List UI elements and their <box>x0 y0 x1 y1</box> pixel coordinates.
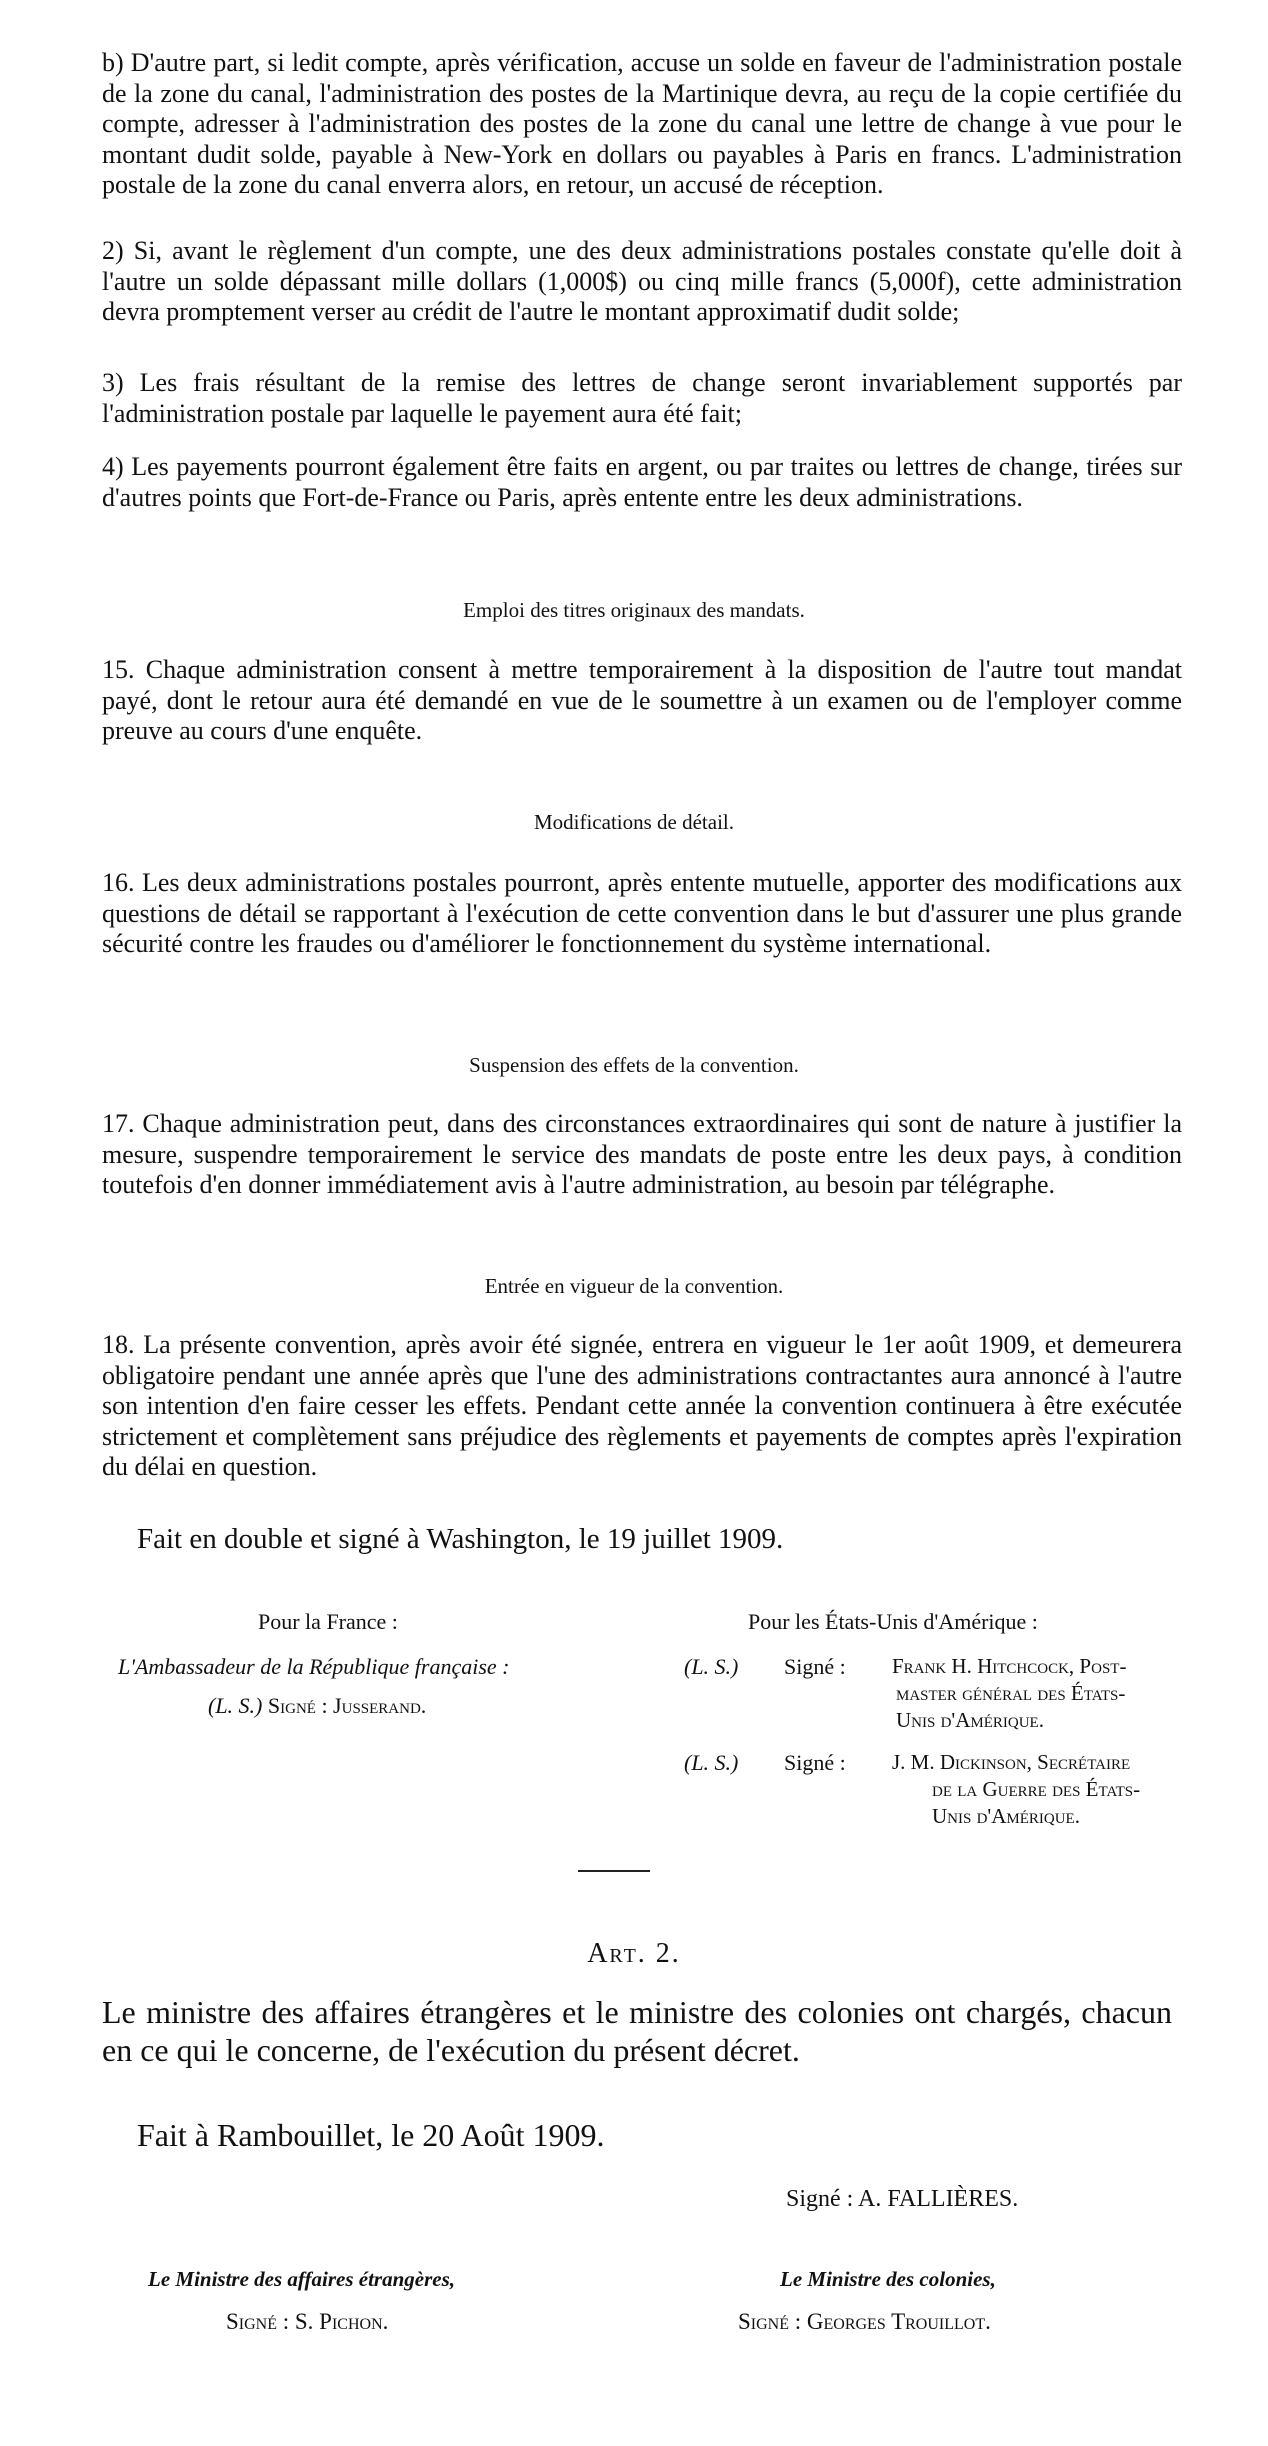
heading-article-15: Emploi des titres originaux des mandats. <box>463 598 805 622</box>
minister-colonies-signature: Signé : Georges Trouillot. <box>738 2309 991 2334</box>
article-2-text: Le ministre des affaires étrangères et le ministre des colonies ont chargés, chacun en ce qui le concerne, de l'exécution du présent décret. <box>102 1994 1172 2068</box>
signatory-hitchcock <box>892 1653 1126 1734</box>
section-divider <box>578 1870 650 1872</box>
signatory-line: master général des États- <box>896 1681 1126 1705</box>
seal-ls-usa-1: (L. S.) <box>684 1654 739 1679</box>
article-2-title: Art. 2. <box>587 1938 681 1969</box>
paragraph-2: 2) Si, avant le règlement d'un compte, une des deux administrations postales constate qu'elle doit à l'autre un solde dépassant mille dollars (1,000$) ou cinq mille francs (5,000f), cette administration devra promptement verser au crédit de l'autre le montant approximatif dudit solde; <box>102 236 1182 326</box>
signature-france-line <box>208 1692 426 1719</box>
signature-usa-heading: Pour les États-Unis d'Amérique : <box>748 1609 1038 1634</box>
paragraph-17: 17. Chaque administration peut, dans des circonstances extraordinaires qui sont de nature à justifier la mesure, suspendre temporairement le service des mandats de poste entre les deux pays, à condition toutefois d'en donner immédiatement avis à l'autre administration, au besoin par télégraphe. <box>102 1109 1182 1199</box>
minister-foreign-affairs-signature: Signé : S. Pichon. <box>226 2309 389 2334</box>
paragraph-18: 18. La présente convention, après avoir été signée, entrera en vigueur le 1er août 1909, et demeurera obligatoire pendant une année après que l'une des administrations contractantes aura annoncé à l'autre son intention d'en faire cesser les effets. Pendant cette année la convention continuera à être exécutée strictement et complètement sans préjudice des règlements et payements de comptes après l'expiration du délai en question. <box>102 1330 1182 1481</box>
minister-foreign-affairs-title: Le Ministre des affaires étrangères, <box>148 2267 456 2291</box>
signature-france-heading: Pour la France : <box>258 1609 398 1634</box>
seal-ls-france: (L. S.) <box>208 1693 263 1718</box>
signatory-line: Frank H. Hitchcock, Post- <box>892 1654 1127 1678</box>
signatory-line: Unis d'Amérique. <box>896 1708 1044 1732</box>
seal-ls-usa-2: (L. S.) <box>684 1750 739 1775</box>
signe-usa-2: Signé : <box>784 1750 846 1775</box>
signatory-dickinson <box>892 1749 1140 1830</box>
paragraph-15: 15. Chaque administration consent à mettre temporairement à la disposition de l'autre tout mandat payé, dont le retour aura été demandé en vue de le soumettre à un examen ou de l'employer comme preuve au cours d'une enquête. <box>102 655 1182 745</box>
signature-france-title: L'Ambassadeur de la République française : <box>118 1654 510 1679</box>
minister-colonies-title: Le Ministre des colonies, <box>780 2267 996 2291</box>
heading-article-18: Entrée en vigueur de la convention. <box>484 1274 784 1298</box>
paragraph-b: b) D'autre part, si ledit compte, après vérification, accuse un solde en faveur de l'administration postale de la zone du canal, l'administration des postes de la Martinique devra, au reçu de la copie certifiée du compte, adresser à l'administration des postes de la zone du canal une lettre de change à vue pour le montant dudit solde, payable à New-York en dollars ou payables à Paris en francs. L'administration postale de la zone du canal enverra alors, en retour, un accusé de réception. <box>102 48 1182 199</box>
paragraph-3: 3) Les frais résultant de la remise des lettres de change seront invariablement supportés par l'administration postale par laquelle le payement aura été fait; <box>102 368 1182 428</box>
paragraph-4: 4) Les payements pourront également être faits en argent, ou par traites ou lettres de change, tirées sur d'autres points que Fort-de-France ou Paris, après entente entre les deux administrations. <box>102 452 1182 512</box>
fait-washington: Fait en double et signé à Washington, le 19 juillet 1909. <box>137 1523 784 1555</box>
signatory-line: de la Guerre des États- <box>932 1777 1141 1801</box>
heading-article-16: Modifications de détail. <box>533 810 735 834</box>
signatory-line: Unis d'Amérique. <box>932 1804 1080 1828</box>
fait-rambouillet: Fait à Rambouillet, le 20 Août 1909. <box>137 2117 605 2153</box>
signature-jusserand: Signé : Jusserand. <box>267 1693 427 1718</box>
signatory-line: J. M. Dickinson, Secrétaire <box>892 1750 1131 1774</box>
heading-article-17: Suspension des effets de la convention. <box>469 1053 799 1077</box>
paragraph-16: 16. Les deux administrations postales pourront, après entente mutuelle, apporter des modifications aux questions de détail se rapportant à l'exécution de cette convention dans le but d'assurer une plus grande sécurité contre les fraudes ou d'améliorer le fonctionnement du système international. <box>102 868 1182 958</box>
signe-usa-1: Signé : <box>784 1654 846 1679</box>
president-signature: Signé : A. FALLIÈRES. <box>786 2186 1019 2212</box>
